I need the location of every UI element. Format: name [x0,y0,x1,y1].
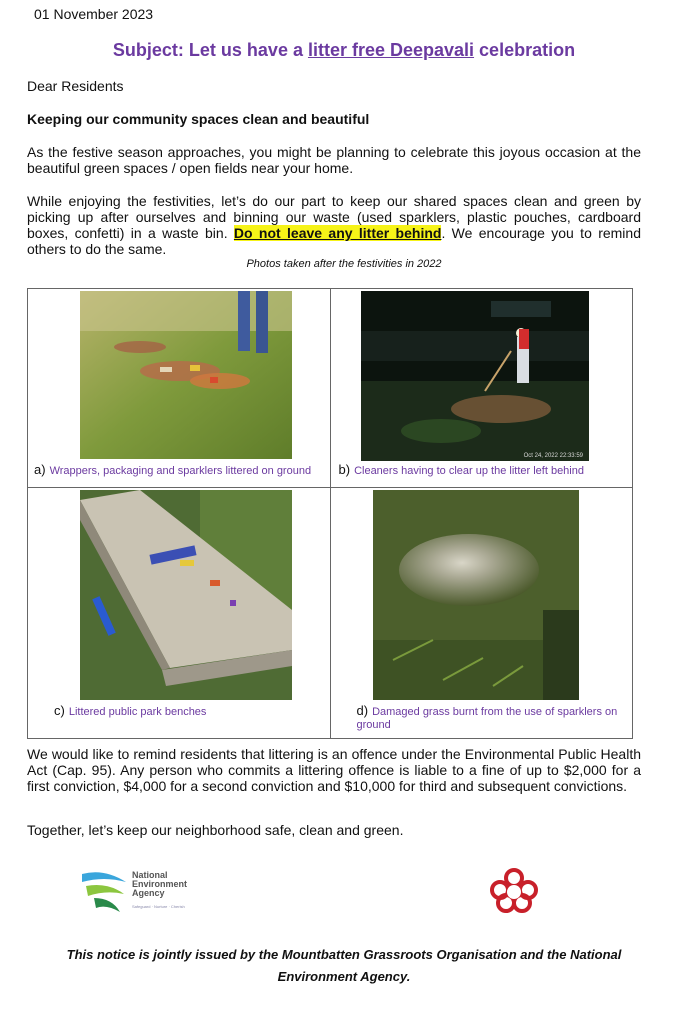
highlight-no-litter: Do not leave any litter behind [233,225,442,241]
littered-bench-photo [80,490,292,700]
photo-grid [27,288,633,739]
footer-line-2: Environment Agency. [277,969,411,984]
caption-a-letter: a) [34,462,46,477]
nea-tagline: Safeguard · Nurture · Cherish [132,904,185,909]
caption-d-letter: d) [356,703,369,718]
burnt-grass-photo [373,490,579,700]
grassroots-logo-icon [486,866,542,914]
caption-c-text: Littered public park benches [68,706,207,718]
paragraph-intro: As the festive season approaches, you might be planning to celebrate this joyous occasion at the beautiful green spaces / open fields near your home. [27,144,641,176]
nea-line-1: National [132,870,168,880]
nea-wordmark [132,871,187,898]
caption-b [339,463,584,478]
subject-underlined: litter free Deepavali [307,40,475,60]
nea-line-3: Agency [132,888,165,898]
night-cleaner-photo [361,291,589,461]
caption-d [357,704,619,732]
photo-cell-c [28,488,331,739]
caption-a-text: Wrappers, packaging and sparklers littered on ground [49,465,312,477]
photo-cell-a [28,289,331,488]
footer-line-1: This notice is jointly issued by the Mountbatten Grassroots Organisation and the National [66,947,622,962]
section-heading: Keeping our community spaces clean and beautiful [27,111,370,127]
photo-cell-d [330,488,633,739]
greeting: Dear Residents [27,78,124,94]
littered-grass-photo [80,291,292,459]
caption-c-letter: c) [54,703,65,718]
footer-notice [40,944,648,988]
para2-end: . We encourage you to remind others to do the same. [27,225,641,257]
subject-prefix: Subject: Let us have a [112,40,308,60]
photo-cell-b [330,289,633,488]
caption-d-text: Damaged grass burnt from the use of sparklers on ground [356,706,618,731]
subject-line [0,40,688,61]
para2-start: While enjoying the festivities, let’s do our part to keep our shared spaces clean and green by picking up after ourselves and binning our waste (used sparklers, plastic pouches, cardboard boxes, confetti) in a waste bin. [27,193,641,241]
nea-swoosh-icon [80,868,130,914]
caption-b-text: Cleaners having to clear up the litter left behind [354,465,584,477]
photo-timestamp: Oct 24, 2022 22:33:59 [523,453,583,459]
paragraph-offence: We would like to remind residents that littering is an offence under the Environmental Public Health Act (Cap. 95). Any person who commits a littering offence is liable to a fine of up to $2,000 for a first conviction, $4,000 for a second conviction and $10,000 for third and subsequent convictions. [27,746,641,794]
photos-caption: Photos taken after the festivities in 2022 [246,258,442,270]
caption-c [54,704,206,719]
letter-date: 01 November 2023 [34,6,154,22]
caption-a [34,463,311,478]
nea-logo [80,868,220,914]
paragraph-together: Together, let’s keep our neighborhood safe, clean and green. [27,822,404,838]
subject-suffix: celebration [474,40,576,60]
paragraph-festivities [27,193,641,257]
nea-line-2: Environment [132,879,188,889]
caption-b-letter: b) [338,462,351,477]
